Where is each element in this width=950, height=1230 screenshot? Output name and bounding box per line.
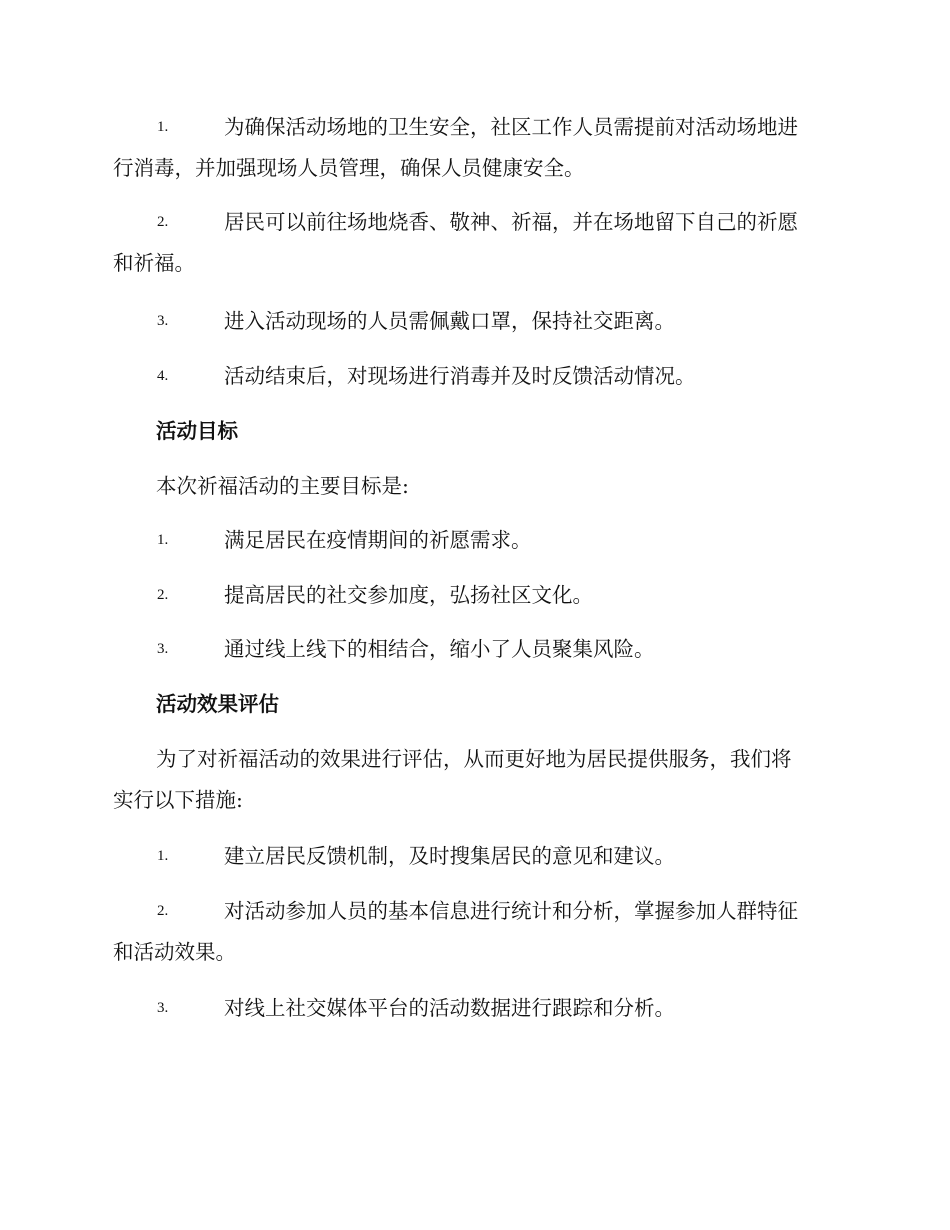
paragraph	[113, 739, 835, 821]
list-text: 满足居民在疫情期间的祈愿需求。	[224, 528, 532, 552]
list-number: 1.	[157, 532, 169, 548]
list-text: 进入活动现场的人员需佩戴口罩，保持社交距离。	[224, 309, 675, 333]
list-text: 居民可以前往场地烧香、敬神、祈福，并在场地留下自己的祈愿	[224, 210, 798, 234]
list-number: 1.	[157, 119, 169, 135]
list-number: 2.	[157, 903, 169, 919]
list-number: 4.	[157, 368, 169, 384]
list-text: 建立居民反馈机制，及时搜集居民的意见和建议。	[224, 844, 675, 868]
list-item	[113, 301, 835, 342]
list-item	[113, 520, 835, 561]
list-item	[113, 629, 835, 670]
list-text: 通过线上线下的相结合，缩小了人员聚集风险。	[224, 637, 655, 661]
list-text-continued: 行消毒，并加强现场人员管理，确保人员健康安全。	[113, 156, 585, 180]
list-number: 3.	[157, 641, 169, 657]
paragraph-text-continued: 实行以下措施:	[113, 788, 243, 812]
list-item	[113, 575, 835, 616]
list-text: 活动结束后，对现场进行消毒并及时反馈活动情况。	[224, 364, 696, 388]
paragraph-text: 为了对祈福活动的效果进行评估，从而更好地为居民提供服务，我们将	[156, 747, 792, 771]
list-text: 对线上社交媒体平台的活动数据进行跟踪和分析。	[224, 996, 675, 1020]
section-heading: 活动目标	[156, 419, 238, 443]
list-text: 为确保活动场地的卫生安全，社区工作人员需提前对活动场地进	[224, 115, 798, 139]
list-text: 提高居民的社交参加度，弘扬社区文化。	[224, 583, 593, 607]
list-number: 2.	[157, 214, 169, 230]
list-item	[113, 891, 835, 973]
list-item	[113, 836, 835, 877]
list-item	[113, 202, 835, 284]
list-number: 1.	[157, 848, 169, 864]
list-text-continued: 和祈福。	[113, 251, 195, 275]
list-number: 2.	[157, 587, 169, 603]
list-number: 3.	[157, 1000, 169, 1016]
list-number: 3.	[157, 313, 169, 329]
list-text-continued: 和活动效果。	[113, 940, 236, 964]
paragraph-text: 本次祈福活动的主要目标是:	[156, 474, 409, 498]
list-text: 对活动参加人员的基本信息进行统计和分析，掌握参加人群特征	[224, 899, 798, 923]
paragraph	[113, 466, 835, 507]
list-item	[113, 356, 835, 397]
section-heading: 活动效果评估	[156, 692, 279, 716]
list-item	[113, 988, 835, 1029]
list-item	[113, 107, 835, 189]
